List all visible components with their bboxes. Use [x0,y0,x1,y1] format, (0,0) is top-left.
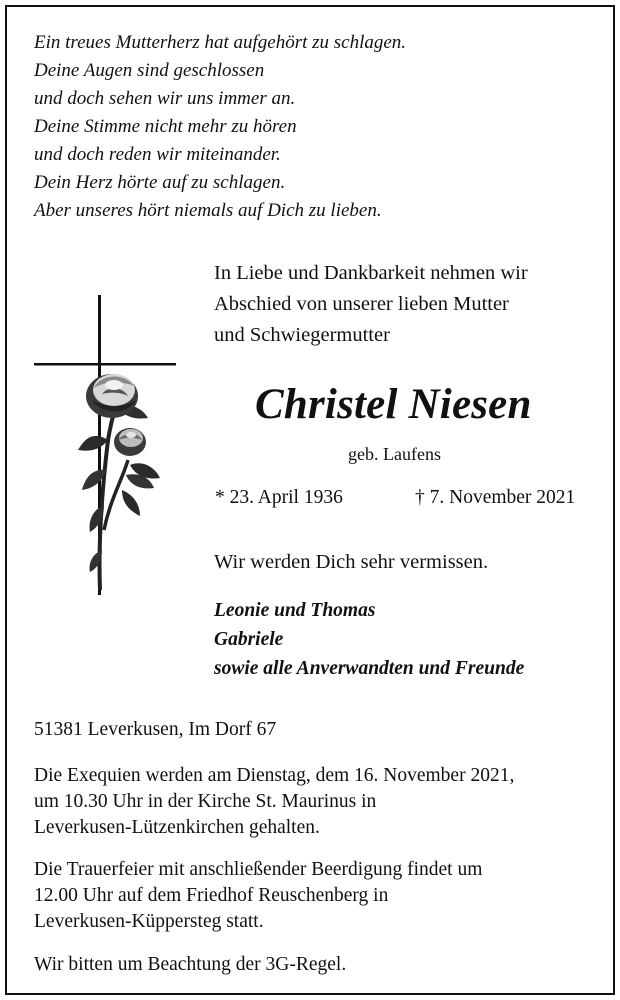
exequies-line: Die Exequien werden am Dienstag, dem 16. November 2021, [34,765,515,786]
poem-line: und doch reden wir miteinander. [34,144,281,165]
poem-line: Deine Stimme nicht mehr zu hören [34,116,297,137]
funeral-line: Die Trauerfeier mit anschließender Beerdigung findet um [34,859,483,880]
intro-line: In Liebe und Dankbarkeit nehmen wir [214,262,528,284]
funeral-line: Leverkusen-Küppersteg statt. [34,911,264,932]
deceased-name: Christel Niesen [255,381,532,428]
poem-line: Aber unseres hört niemals auf Dich zu lieben. [34,200,382,221]
funeral-paragraph [34,857,482,935]
signers [214,596,524,683]
poem-line: Deine Augen sind geschlossen [34,60,265,81]
intro-line: und Schwiegermutter [214,324,390,346]
signer-line: Gabriele [214,629,284,650]
exequies-line: Leverkusen-Lützenkirchen gehalten. [34,817,320,838]
death-date: † 7. November 2021 [415,487,576,508]
signer-line: sowie alle Anverwandten und Freunde [214,658,525,679]
maiden-name: geb. Laufens [348,444,441,464]
funeral-line: 12.00 Uhr auf dem Friedhof Reuschenberg in [34,885,389,906]
birth-date: * 23. April 1936 [215,487,343,508]
poem-line: und doch sehen wir uns immer an. [34,88,296,109]
poem [34,29,406,225]
address: 51381 Leverkusen, Im Dorf 67 [34,719,277,740]
farewell-line: Wir werden Dich sehr vermissen. [214,551,489,573]
signer-line: Leonie und Thomas [214,600,376,621]
poem-line: Dein Herz hörte auf zu schlagen. [34,172,286,193]
exequies-paragraph [34,763,514,841]
intro-text [214,258,528,351]
poem-line: Ein treues Mutterherz hat aufgehört zu schlagen. [34,32,407,53]
exequies-line: um 10.30 Uhr in der Kirche St. Maurinus in [34,791,377,812]
notice-line: Wir bitten um Beachtung der 3G-Regel. [34,954,347,975]
cross-with-rose-icon [30,290,180,600]
intro-line: Abschied von unserer lieben Mutter [214,293,509,315]
